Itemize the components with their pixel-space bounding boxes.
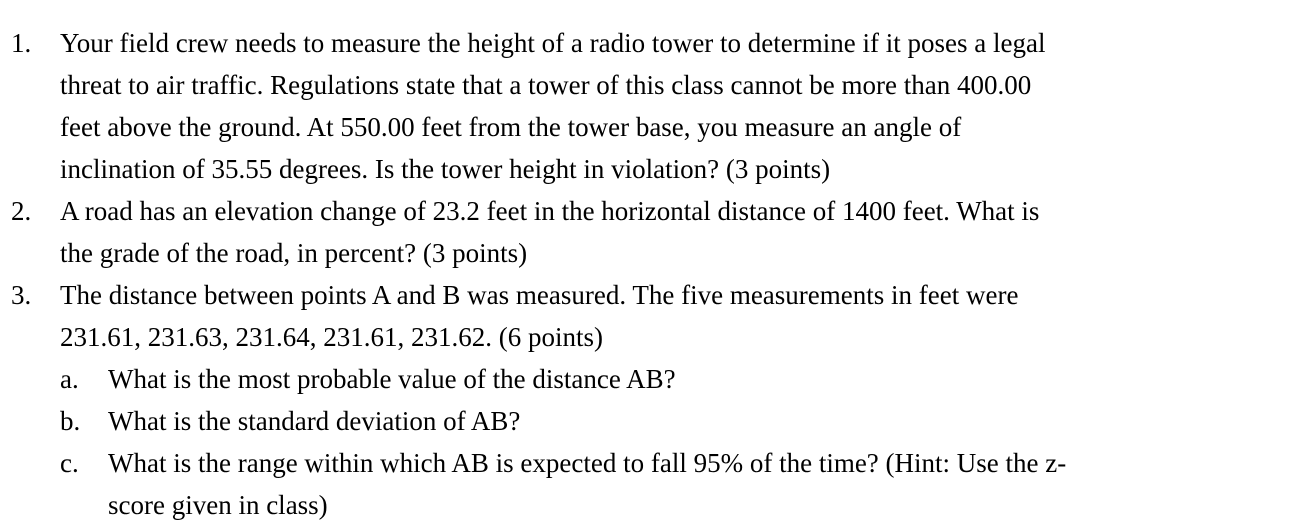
question-3a-letter: a. [60, 364, 79, 394]
question-3 [0, 274, 1314, 358]
question-2-line-1: A road has an elevation change of 23.2 feet in the horizontal distance of 1400 feet. What is [60, 196, 1040, 226]
question-3a-line-1: What is the most probable value of the distance AB? [108, 364, 676, 394]
question-3-line-2: 231.61, 231.63, 231.64, 231.61, 231.62. (6 points) [60, 322, 603, 352]
question-1-line-3: feet above the ground. At 550.00 feet from the tower base, you measure an angle of [60, 112, 962, 142]
question-3b-line-1: What is the standard deviation of AB? [108, 406, 521, 436]
question-3-number: 3. [11, 280, 32, 310]
question-2 [0, 190, 1314, 274]
question-3-line-1: The distance between points A and B was measured. The five measurements in feet were [60, 280, 1019, 310]
question-3b [0, 400, 1314, 442]
question-list [0, 22, 1314, 526]
question-1-number: 1. [11, 28, 32, 58]
question-2-line-2: the grade of the road, in percent? (3 points) [60, 238, 528, 268]
question-1 [0, 22, 1314, 190]
question-2-number: 2. [11, 196, 32, 226]
question-3c-line-2: score given in class) [108, 490, 328, 520]
question-3c-letter: c. [60, 448, 79, 478]
question-3a [0, 358, 1314, 400]
question-1-line-1: Your field crew needs to measure the height of a radio tower to determine if it poses a legal [60, 28, 1046, 58]
question-3b-letter: b. [60, 406, 81, 436]
question-1-line-2: threat to air traffic. Regulations state that a tower of this class cannot be more than 400.00 [60, 70, 1032, 100]
question-3c [0, 442, 1314, 526]
question-3c-line-1: What is the range within which AB is expected to fall 95% of the time? (Hint: Use the z- [108, 448, 1067, 478]
question-1-line-4: inclination of 35.55 degrees. Is the tower height in violation? (3 points) [60, 154, 831, 184]
